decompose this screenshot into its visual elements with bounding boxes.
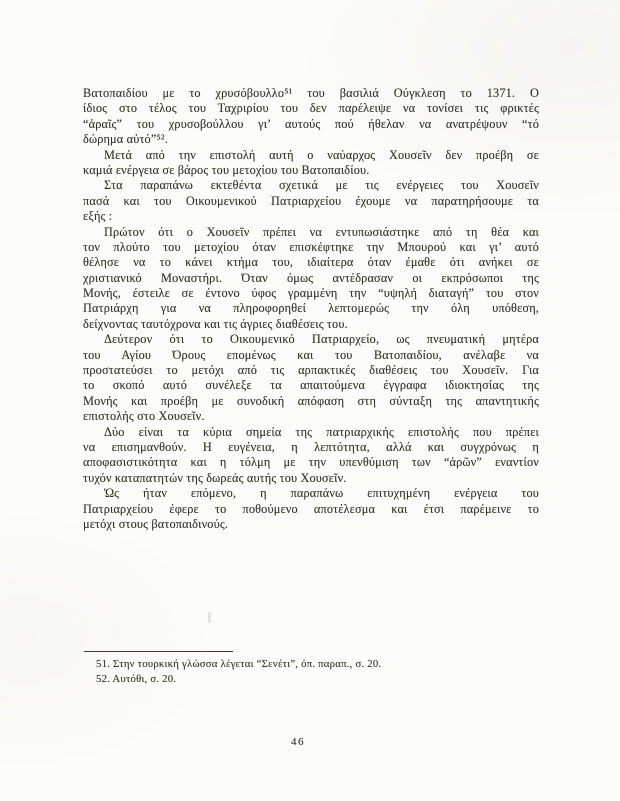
text-line: πασά και του Οικουμενικού Πατριαρχείου έχουμε να παρατηρήσουμε τα bbox=[83, 193, 539, 208]
text-line: δώρημα αὐτό”⁵². bbox=[83, 132, 168, 147]
page-number: 46 bbox=[291, 736, 305, 748]
text-line: Πατριαρχείου έφερε το ποθούμενο αποτέλεσμα και έτσι παρέμεινε το bbox=[83, 501, 539, 516]
text-line: μετόχι στους βατοπαιδινούς. bbox=[83, 516, 229, 531]
text-line: δείχνοντας ταυτόχρονα και τις άγριες διαθέσεις του. bbox=[83, 316, 348, 331]
footnote-list bbox=[83, 657, 539, 687]
text-line: Δύο είναι τα κύρια σημεία της πατριαρχικής επιστολής που πρέπει bbox=[104, 424, 539, 439]
text-line: ίδιος στο τέλος του Ταχριρίου του δεν παρέλειψε να τονίσει τις φρικτές bbox=[83, 101, 539, 116]
text-line: Πρώτον ότι ο Χουσεῖν πρέπει να εντυπωσιάστηκε από τη θέα και bbox=[104, 224, 539, 239]
footnote-separator bbox=[84, 651, 233, 652]
text-line: να επισημανθούν. Η ευγένεια, η λεπτότητα, αλλά και συγχρόνως η bbox=[83, 439, 539, 454]
text-line: Ὡς ήταν επόμενο, η παραπάνω επιτυχημένη ενέργεια του bbox=[104, 486, 539, 501]
text-line: εξής : bbox=[83, 209, 113, 224]
text-line: Μονής, έστειλε σε έντονο ύφος γραμμένη την “υψηλή διαταγή” του στον bbox=[83, 286, 539, 301]
text-line: θέλησε να το κάνει κτήμα του, ιδιαίτερα όταν έμαθε ότι ανήκει σε bbox=[83, 255, 539, 270]
text-line: καμιά ενέργεια σε βάρος του μετοχίου του Βατοπαιδίου. bbox=[83, 162, 370, 177]
footnote-item: 51. Στην τουρκική γλώσσα λέγεται “Σενέτι”, όπ. παραπ., σ. 20. bbox=[96, 658, 382, 670]
text-line: προστατεύσει το μετόχι από τις αρπακτικές διαθέσεις του Χουσεῖν. Για bbox=[83, 363, 539, 378]
text-line: Πατριάρχη για να πληροφορηθεί λεπτομερώς την όλη υπόθεση, bbox=[83, 301, 539, 316]
text-line: Μετά από την επιστολή αυτή ο ναύαρχος Χουσεῖν δεν προέβη σε bbox=[104, 147, 539, 162]
text-line: τον πλούτο του μετοχίου όταν επισκέφτηκε την Μπουρού και γι’ αυτό bbox=[83, 239, 539, 254]
text-line: χριστιανικό Μοναστήρι. Όταν όμως αντέδρασαν οι εκπρόσωποι της bbox=[83, 270, 539, 285]
text-line: “ἀραῖς” του χρυσοβούλλου γι’ αυτούς πού ήθελαν να ανατρέψουν “τό bbox=[83, 116, 539, 131]
scan-artifact bbox=[208, 612, 211, 623]
text-line: του Αγίου Όρους επομένως και του Βατοπαιδίου, ανέλαβε να bbox=[83, 347, 539, 362]
text-line: τυχόν καταπατητών της δωρεάς αυτής του Χουσεῖν. bbox=[83, 470, 347, 485]
text-line: επιστολής στο Χουσεῖν. bbox=[83, 409, 205, 424]
text-line: Μονής και προέβη με συνοδική απόφαση στη σύνταξη της απαντητικής bbox=[83, 393, 539, 408]
body-text bbox=[83, 86, 539, 532]
footnote-item: 52. Αυτόθι, σ. 20. bbox=[96, 673, 177, 686]
text-line: αποφασιστικότητα και η τόλμη με την υπενθύμιση των “ἀρῶν” εναντίον bbox=[83, 455, 539, 470]
text-line: Δεύτερον ότι το Οικουμενικό Πατριαρχείο, ως πνευματική μητέρα bbox=[104, 332, 539, 347]
text-line: το σκοπό αυτό συνέλεξε τα απαιτούμενα έγγραφα ιδιοκτησίας της bbox=[83, 378, 539, 393]
text-line: Βατοπαιδίου με το χρυσόβουλλο⁵¹ του βασιλιά Ούγκλεση το 1371. Ο bbox=[83, 86, 539, 100]
text-line: Στα παραπάνω εκτεθέντα σχετικά με τις ενέργειες του Χουσεῖν bbox=[104, 178, 539, 193]
